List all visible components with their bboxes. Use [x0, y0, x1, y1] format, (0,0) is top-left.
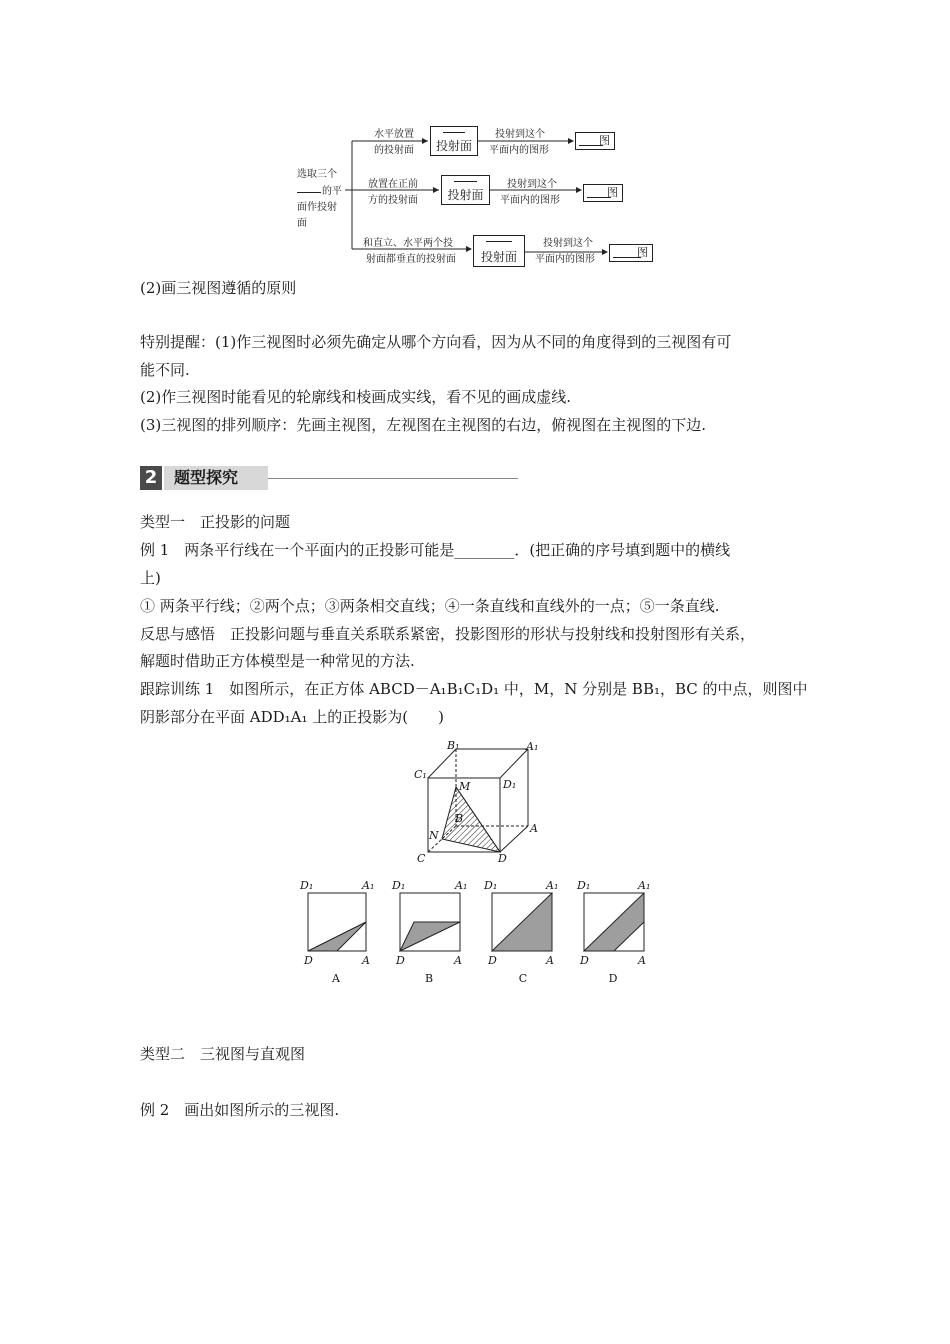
option-b-shade [400, 922, 460, 951]
label-b1: B₁ [447, 739, 460, 752]
flow-left-text-3: 面作投射 [297, 202, 337, 213]
label-n: N [429, 829, 439, 842]
label-a: A [530, 822, 538, 835]
option-b-bl: D [396, 954, 405, 967]
option-d-shade [584, 893, 644, 951]
section-title: 题型探究 [164, 466, 268, 490]
option-b-tr: A₁ [455, 879, 468, 892]
row2-action-1: 投射到这个 [507, 179, 557, 190]
option-a-bl: D [304, 954, 313, 967]
label-m: M [459, 780, 471, 793]
label-d1: D₁ [503, 778, 517, 791]
option-a-br: A [362, 954, 370, 967]
row3-cond-1: 和直立、水平两个投 [363, 238, 453, 249]
option-a-shade [308, 922, 366, 951]
row2-cond-2: 方的投射面 [368, 195, 418, 206]
row2-cond-1: 放置在正前 [368, 179, 418, 190]
option-c-tr: A₁ [546, 879, 559, 892]
tip-1-line-a: 特别提醒：(1)作三视图时必须先确定从哪个方向看，因为从不同的角度得到的三视图有可 [140, 333, 732, 351]
option-c-shade [492, 893, 552, 951]
row1-box-label: 投射面 [435, 139, 472, 153]
label-a1: A₁ [526, 740, 539, 753]
option-a-letter[interactable]: A [332, 972, 340, 985]
row2-action-2: 平面内的图形 [500, 195, 560, 206]
row1-action-2: 平面内的图形 [489, 145, 549, 156]
label-d: D [498, 852, 507, 865]
tip-3-line: (3)三视图的排列顺序：先画主视图，左视图在主视图的右边，俯视图在主视图的下边. [140, 416, 707, 434]
example-1-line-a: 例 1 两条平行线在一个平面内的正投影可能是________．(把正确的序号填到题中的横线 [140, 541, 731, 559]
reflection-line-b: 解题时借助正方体模型是一种常见的方法. [140, 652, 415, 670]
label-c: C [417, 852, 426, 865]
option-c-bl: D [488, 954, 497, 967]
flow-left-text-1: 选取三个 [297, 169, 337, 180]
option-a-tr: A₁ [362, 879, 375, 892]
type-2-heading: 类型二 三视图与直观图 [140, 1045, 306, 1063]
row2-end-text: 图 [607, 186, 618, 199]
label-c1: C₁ [414, 768, 427, 781]
option-a-tl: D₁ [300, 879, 314, 892]
option-d-tr: A₁ [638, 879, 651, 892]
type-1-heading: 类型一 正投影的问题 [140, 513, 291, 531]
label-b: B [455, 812, 464, 825]
tip-1-line-b: 能不同. [140, 361, 190, 379]
option-b-br: A [454, 954, 462, 967]
section-number: 2 [140, 466, 162, 490]
option-d-letter[interactable]: D [608, 972, 618, 985]
row3-action-1: 投射到这个 [543, 238, 593, 249]
tip-2-line: (2)作三视图时能看见的轮廓线和棱画成实线，看不见的画成虚线. [140, 388, 572, 406]
row3-action-2: 平面内的图形 [535, 254, 595, 265]
option-c-letter[interactable]: C [518, 972, 528, 985]
tracking-1-line-a: 跟踪训练 1 如图所示，在正方体 ABCD－A₁B₁C₁D₁ 中，M，N 分别是 BB₁，BC 的中点，则图中 [140, 680, 808, 698]
flow-left-text-4: 面 [297, 218, 307, 229]
row2-box-label: 投射面 [447, 188, 484, 202]
option-d-bl: D [580, 954, 589, 967]
flow-left-text-2: 的平 [322, 186, 342, 197]
example-1-options: ① 两条平行线；②两个点；③两条相交直线；④一条直线和直线外的一点；⑤一条直线. [140, 597, 720, 615]
option-b-letter[interactable]: B [424, 972, 434, 985]
row3-box-label: 投射面 [480, 250, 517, 264]
option-c-tl: D₁ [484, 879, 498, 892]
row3-end-text: 图 [637, 246, 648, 259]
rule-line: (2)画三视图遵循的原则 [140, 279, 297, 297]
row1-action-1: 投射到这个 [495, 129, 545, 140]
option-c-br: A [546, 954, 554, 967]
row3-cond-2: 射面都垂直的投射面 [366, 254, 456, 265]
option-b-tl: D₁ [392, 879, 406, 892]
row1-cond-1: 水平放置 [374, 129, 414, 140]
option-d-tl: D₁ [577, 879, 591, 892]
row1-cond-2: 的投射面 [374, 145, 414, 156]
option-d-br: A [638, 954, 646, 967]
reflection-line-a: 反思与感悟 正投影问题与垂直关系联系紧密，投影图形的形状与投射线和投射图形有关系， [140, 625, 756, 643]
tracking-1-line-b: 阴影部分在平面 ADD₁A₁ 上的正投影为( ) [140, 708, 444, 726]
row1-end-text: 图 [599, 134, 610, 147]
example-1-line-b: 上) [140, 569, 161, 587]
example-2-line: 例 2 画出如图所示的三视图. [140, 1101, 340, 1119]
